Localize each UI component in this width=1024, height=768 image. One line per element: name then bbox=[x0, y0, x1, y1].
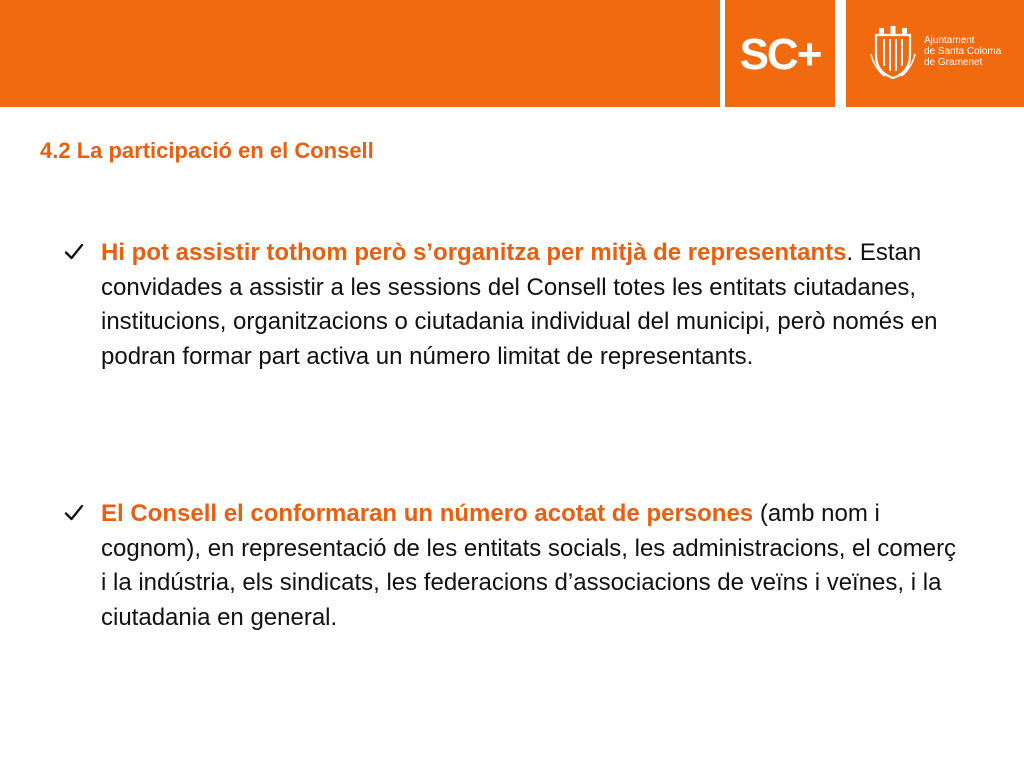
ajuntament-line-1: Ajuntament bbox=[924, 35, 975, 46]
bullet-text bbox=[101, 497, 964, 635]
sc-plus-logo: SC+ bbox=[739, 30, 821, 79]
bullet-body: (amb nom i cognom), en representació de les entitats socials, les administracions, el comerç i la indústria, els sindicats, les federacions d’associacions de veïns i veïnes, i la ciutadania en general. bbox=[101, 500, 957, 631]
header-band bbox=[0, 0, 720, 107]
bullet-item bbox=[64, 236, 964, 374]
bullet-highlight: Hi pot assistir tothom però s’organitza per mitjà de representants bbox=[101, 239, 847, 266]
checkmark-icon bbox=[64, 504, 84, 522]
ajuntament-line-2: de Santa Coloma bbox=[924, 46, 1002, 57]
bullet-body: . Estan convidades a assistir a les sessions del Consell totes les entitats ciutadanes, institucions, organitzacions o ciutadania individual del municipi, però només en podran formar part activa un número limitat de representants. bbox=[101, 239, 938, 370]
checkmark-icon bbox=[64, 243, 84, 261]
ajuntament-line-3: de Gramenet bbox=[924, 57, 983, 68]
bullet-text bbox=[101, 236, 964, 374]
bullet-highlight: El Consell el conformaran un número acotat de persones bbox=[101, 500, 754, 527]
sc-logo-panel bbox=[725, 0, 835, 107]
header-bar bbox=[0, 0, 1024, 107]
bullet-item bbox=[64, 497, 964, 635]
slide-title: 4.2 La participació en el Consell bbox=[40, 138, 374, 163]
ajuntament-panel bbox=[846, 0, 1024, 107]
ajuntament-name bbox=[924, 35, 1020, 68]
city-crest-icon bbox=[870, 26, 916, 80]
